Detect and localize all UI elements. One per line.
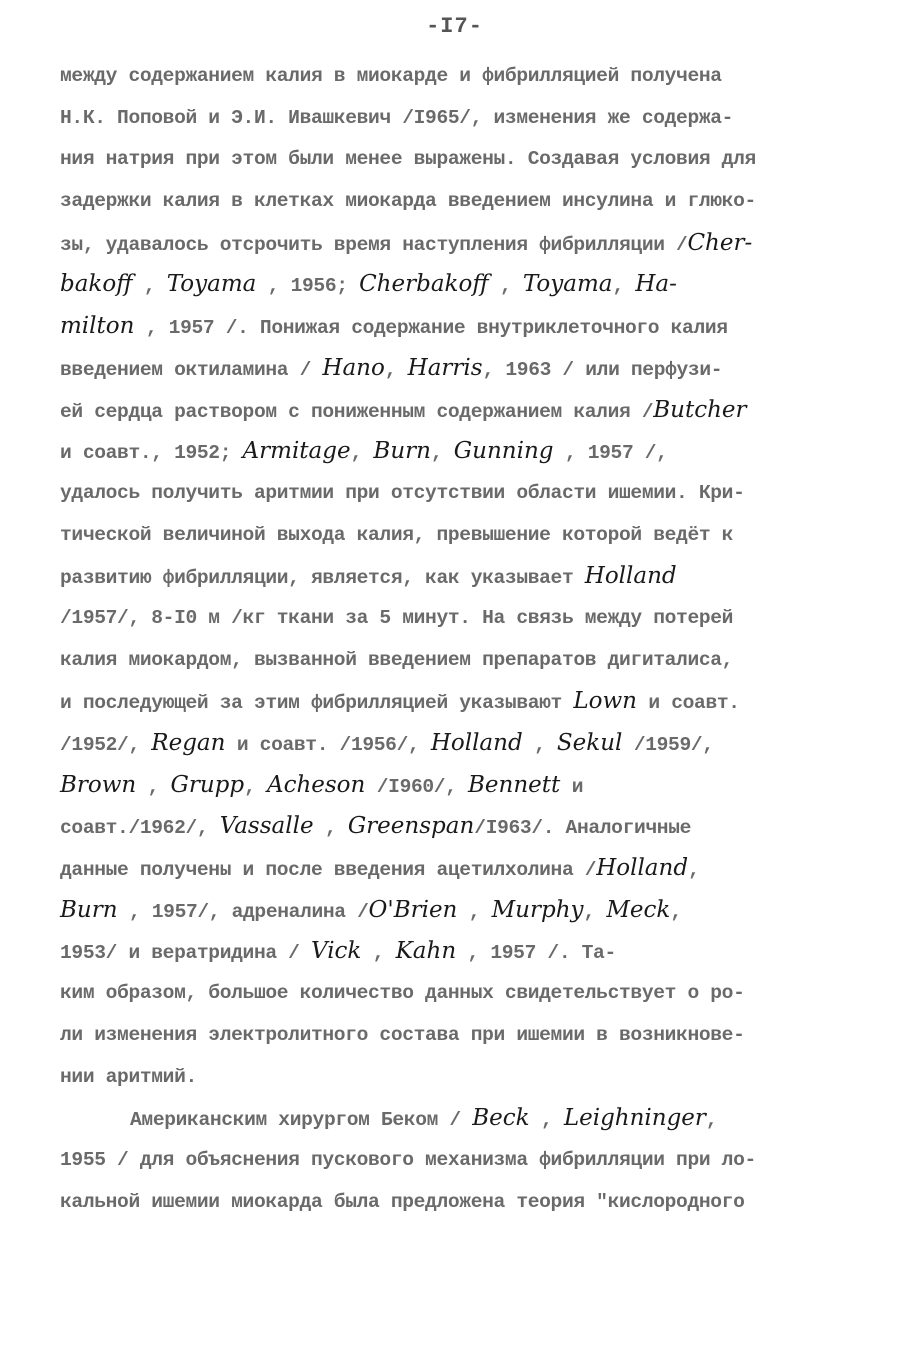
text-line — [60, 181, 860, 223]
typed-text: соавт./1962/, — [60, 817, 220, 840]
handwritten-name: Beck — [472, 1105, 530, 1132]
typed-text: , — [670, 900, 682, 923]
text-line — [60, 806, 860, 848]
handwritten-name: Holland — [430, 730, 523, 756]
text-line — [60, 1015, 860, 1057]
handwritten-name: Gunning — [453, 438, 554, 465]
typed-text: и — [560, 775, 584, 798]
typed-text: , — [244, 775, 267, 798]
typed-text: , — [132, 275, 167, 298]
text-line — [60, 973, 860, 1015]
handwritten-name: Butcher — [653, 396, 747, 423]
text-line — [60, 556, 860, 598]
handwritten-name: Grupp — [170, 771, 245, 798]
typed-text: , — [430, 442, 454, 465]
typed-text: /1957/, 8-I0 м /кг ткани за 5 минут. На связь между потерей — [60, 606, 734, 629]
typed-text: ли изменения электролитного состава при ишемии в возникнове- — [60, 1023, 745, 1046]
text-line — [60, 890, 860, 932]
typed-text: данные получены и после введения ацетилхолина / — [60, 859, 597, 882]
typed-text: Н.К. Поповой и Э.И. Ивашкевич /I965/, изменения же содержа- — [60, 106, 734, 129]
handwritten-name: O'Brien — [368, 896, 458, 923]
typed-text: , 1956; — [256, 275, 360, 298]
text-line — [60, 390, 860, 432]
typed-text: /I960/, — [365, 775, 469, 798]
typed-text: ким образом, большое количество данных свидетельствует о ро- — [60, 982, 745, 1005]
typed-text: задержки калия в клетках миокарда введением инсулина и глюко- — [60, 190, 756, 213]
typed-text: зы, удавалось отсрочить время наступления фибрилляции / — [60, 233, 688, 256]
handwritten-name: Sekul — [556, 730, 623, 756]
typed-text: и соавт. /1956/, — [225, 734, 431, 756]
handwritten-name: Kahn — [395, 938, 457, 965]
text-line — [60, 473, 860, 515]
text-line — [60, 1057, 860, 1099]
handwritten-name: Holland — [596, 855, 689, 882]
typed-text: Американским хирургом Беком / — [130, 1109, 473, 1132]
text-line — [60, 264, 860, 306]
handwritten-name: Bennett — [468, 771, 561, 798]
handwritten-name: Lown — [573, 688, 637, 715]
typed-text: , 1957 /. Понижая содержание внутриклеточного калия — [134, 317, 728, 340]
handwritten-name: Armitage — [242, 438, 351, 465]
handwritten-name: Ha- — [635, 271, 677, 298]
text-line — [60, 515, 860, 557]
typed-text: между содержанием калия в миокарде и фибрилляцией получена — [60, 65, 722, 87]
text-line — [60, 56, 860, 98]
body-text — [60, 56, 860, 1223]
handwritten-name: Murphy — [491, 896, 584, 923]
page-number: -I7- — [426, 14, 483, 39]
typed-text: нии аритмий. — [60, 1065, 197, 1088]
handwritten-name: Holland — [584, 563, 677, 590]
text-line — [60, 139, 860, 181]
typed-text: , — [136, 775, 171, 798]
text-line — [60, 765, 860, 807]
typed-text: и последующей за этим фибрилляцией указывают — [60, 692, 574, 715]
typed-text: , — [384, 358, 408, 381]
typed-text: и соавт., 1952; — [60, 442, 243, 465]
typed-text: , — [688, 859, 700, 882]
handwritten-name: Brown — [60, 771, 137, 798]
handwritten-name: Vick — [310, 938, 362, 965]
typed-text: 1953/ и вератридина / — [60, 942, 311, 965]
typed-text: ей сердца раствором с пониженным содержанием калия / — [60, 400, 654, 423]
handwritten-name: Hano — [322, 354, 385, 381]
text-line — [60, 1182, 860, 1224]
handwritten-name: Vassalle — [219, 813, 314, 840]
typed-text: , — [612, 275, 636, 298]
typed-text: , 1957 /, — [553, 442, 668, 465]
handwritten-name: Toyama — [522, 271, 613, 298]
typed-text: , 1957 /. Та- — [456, 942, 616, 965]
typed-text: /1959/, — [622, 734, 714, 756]
handwritten-name: milton — [60, 313, 135, 340]
handwritten-name: Greenspan — [347, 813, 475, 840]
handwritten-name: Acheson — [266, 771, 366, 798]
text-line — [60, 223, 860, 265]
typed-text: развитию фибрилляции, является, как указывает — [60, 567, 585, 590]
text-line — [60, 640, 860, 682]
handwritten-name: Meck — [606, 896, 671, 923]
text-line — [60, 681, 860, 723]
typed-text: кальной ишемии миокарда была предложена теория "кислородного — [60, 1190, 745, 1213]
text-line — [60, 306, 860, 348]
text-line — [60, 848, 860, 890]
typed-text: 1955 / для объяснения пускового механизма фибрилляции при ло- — [60, 1148, 756, 1171]
handwritten-name: Cherbakoff — [359, 271, 489, 298]
typed-text: , — [529, 1109, 564, 1132]
typed-text: калия миокардом, вызванной введением препаратов дигиталиса, — [60, 648, 734, 671]
handwritten-name: Burn — [373, 438, 431, 465]
text-line — [60, 431, 860, 473]
typed-text: , — [313, 817, 348, 840]
handwritten-name: bakoff — [60, 271, 133, 298]
typed-text: /1952/, — [60, 734, 152, 756]
handwritten-name: Toyama — [166, 271, 257, 298]
typed-text: /I963/. Аналогичные — [474, 817, 692, 840]
text-line — [60, 931, 860, 973]
text-line — [60, 598, 860, 640]
text-line — [60, 348, 860, 390]
text-line — [60, 723, 860, 765]
typed-text: , — [488, 275, 523, 298]
typed-text: , — [350, 442, 374, 465]
handwritten-name: Cher- — [687, 229, 753, 256]
typed-text: ния натрия при этом были менее выражены. Создавая условия для — [60, 148, 756, 171]
typed-text: удалось получить аритмии при отсутствии области ишемии. Кри- — [60, 481, 745, 504]
typed-text: тической величиной выхода калия, превышение которой ведёт к — [60, 523, 734, 546]
typed-text: , — [361, 942, 396, 965]
typed-text: и соавт. — [637, 692, 740, 715]
typed-text: введением октиламина / — [60, 358, 323, 381]
typed-text: , — [522, 734, 557, 756]
handwritten-name: Harris — [407, 354, 483, 381]
typed-text: , 1963 / или перфузи- — [482, 358, 723, 381]
handwritten-name: Leighninger — [563, 1105, 706, 1132]
handwritten-name: Regan — [151, 730, 226, 756]
text-line — [60, 1140, 860, 1182]
typed-text: , — [705, 1109, 718, 1132]
text-line — [60, 1098, 860, 1140]
typed-text: , 1957/, адреналина / — [117, 900, 369, 923]
typed-text: , — [583, 900, 607, 923]
text-line — [60, 98, 860, 140]
typed-text: , — [457, 900, 492, 923]
handwritten-name: Burn — [60, 896, 118, 923]
